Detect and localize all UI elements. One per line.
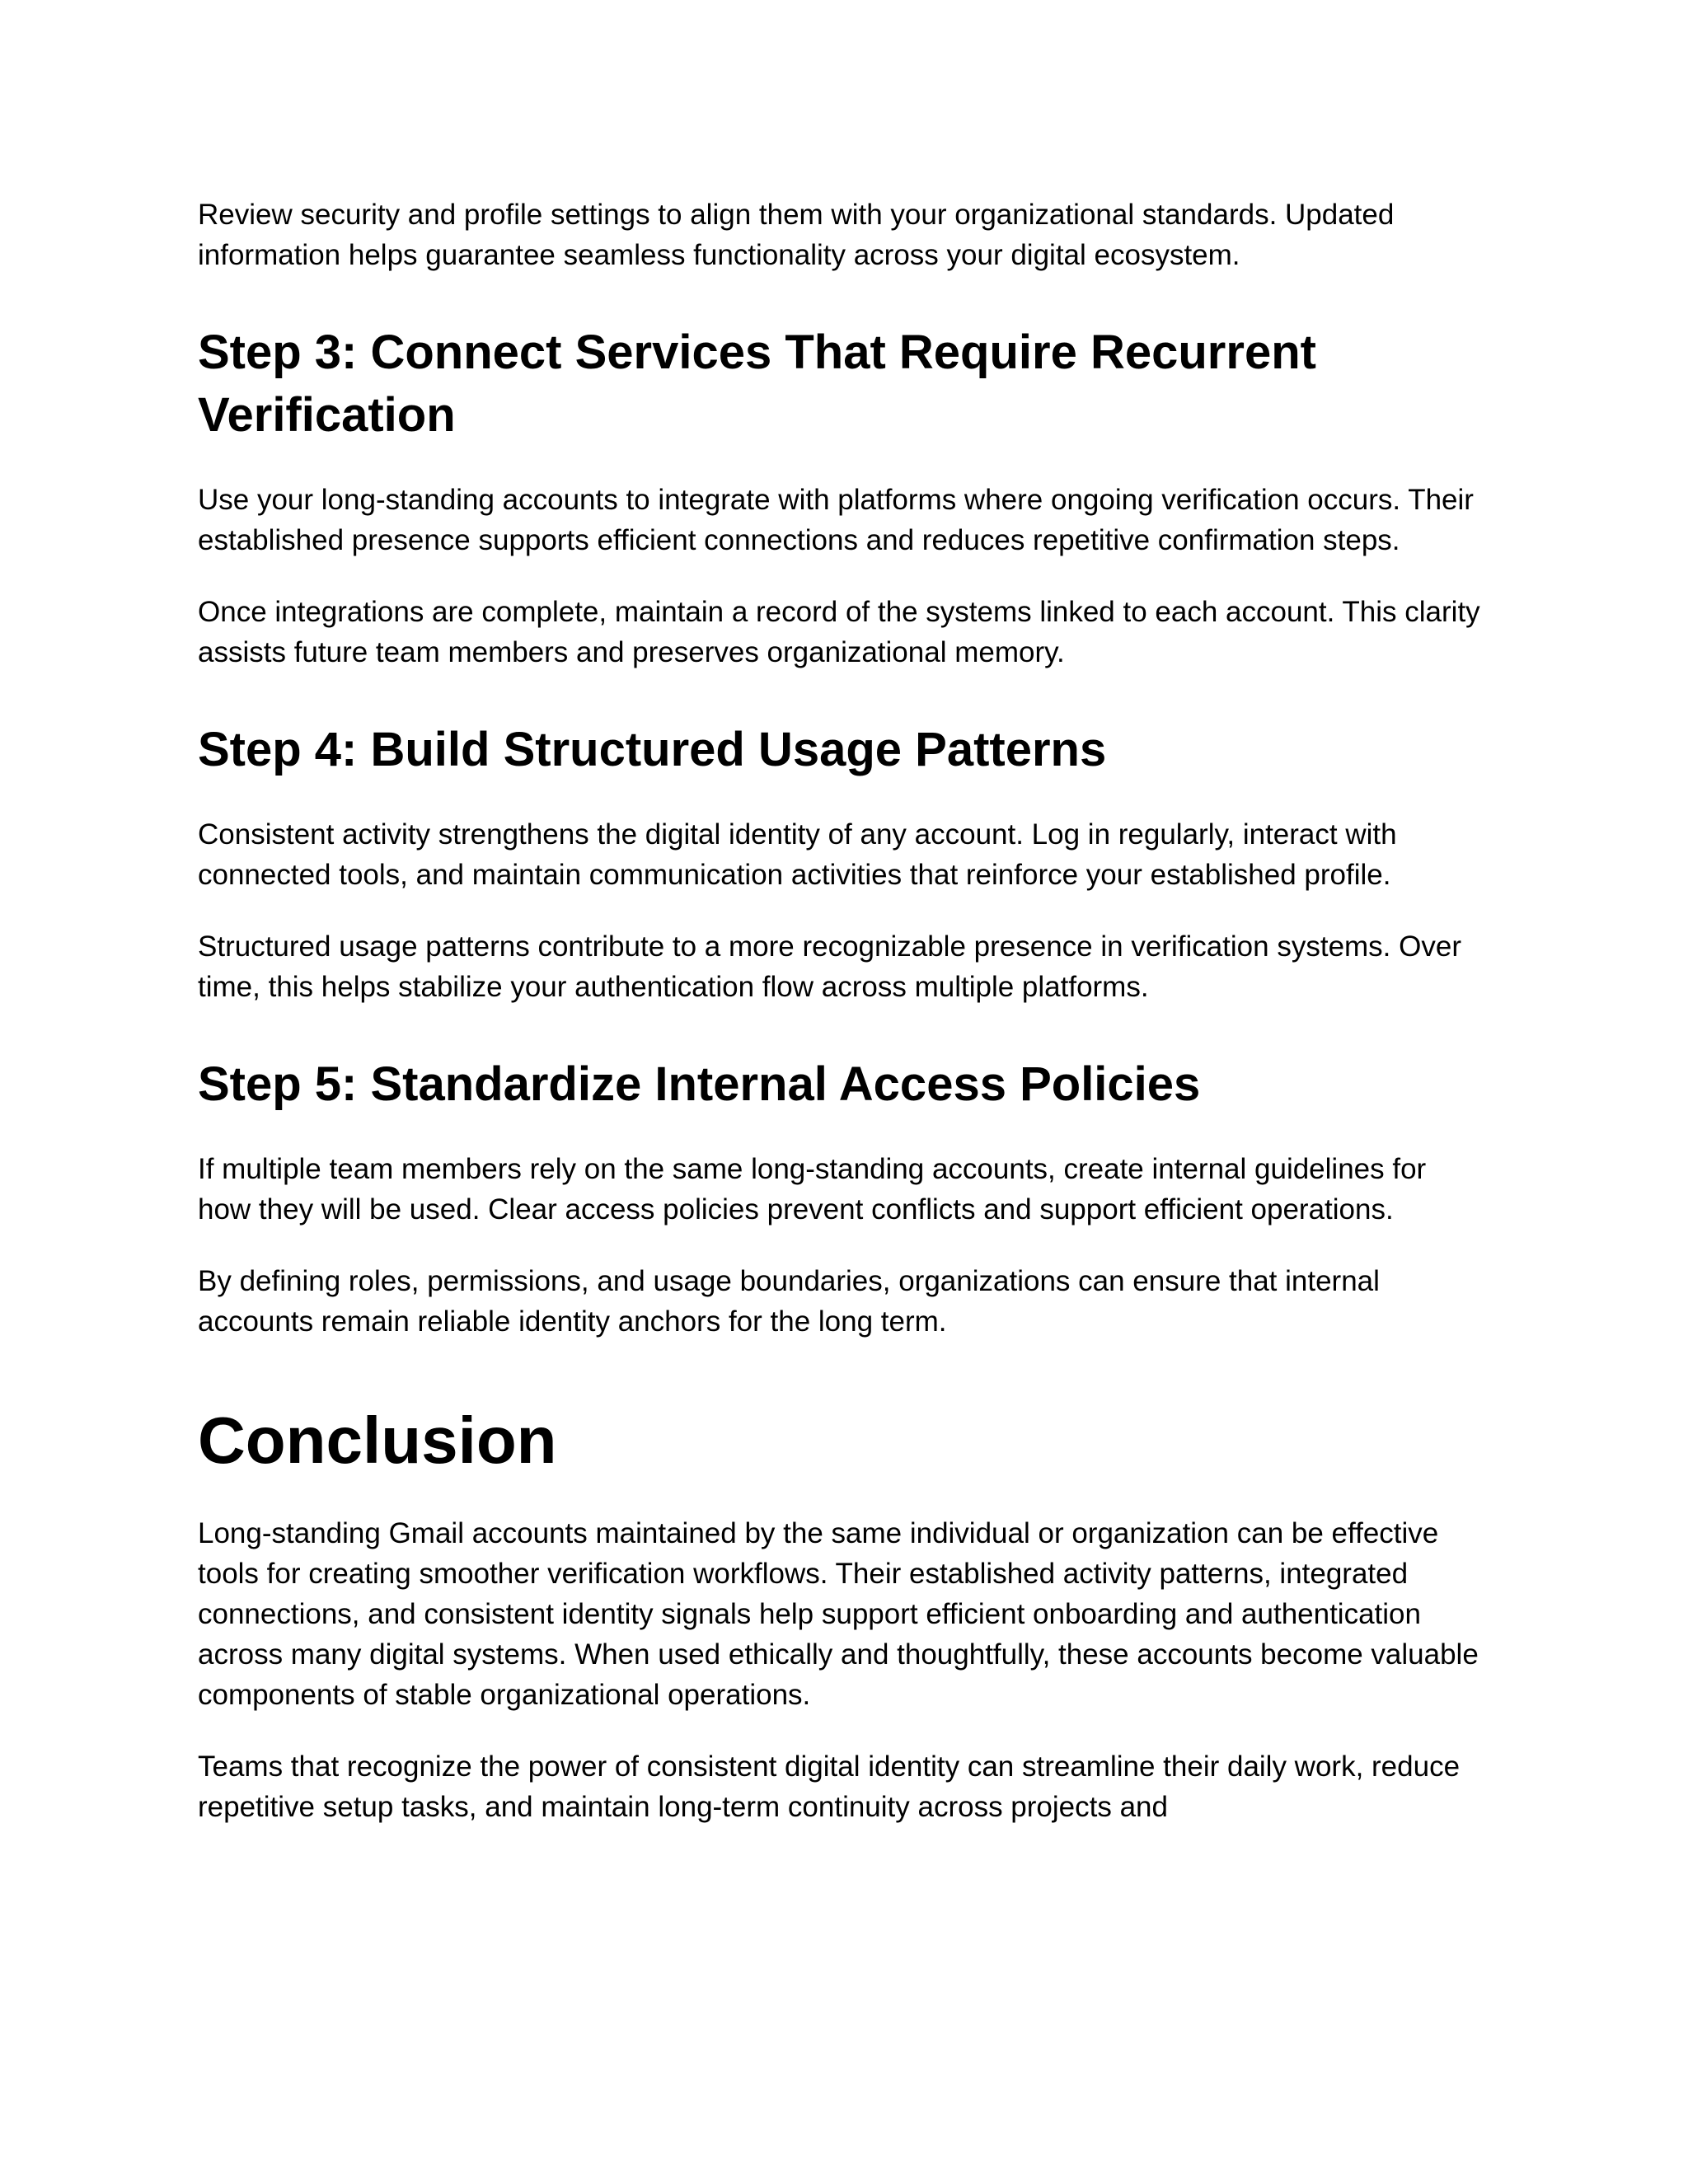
intro-paragraph: Review security and profile settings to align them with your organizational standards. Updated information helps guarantee seamless functionality across your digital ecosystem. bbox=[198, 199, 1395, 271]
conclusion-paragraph-1: Long-standing Gmail accounts maintained by the same individual or organization can be effective tools for creating smoother verification workflows. Their established activity patterns, integrated connections, and consistent identity signals help support efficient onboarding and authentication across many digital systems. When used ethically and thoughtfully, these accounts become valuable components of stable organizational operations. bbox=[198, 1517, 1479, 1711]
conclusion-paragraph-2: Teams that recognize the power of consistent digital identity can streamline their daily work, reduce repetitive setup tasks, and maintain long-term continuity across projects and bbox=[198, 1750, 1461, 1823]
conclusion-heading: Conclusion bbox=[198, 1404, 557, 1477]
step-5-paragraph-1: If multiple team members rely on the same long-standing accounts, create internal guidelines for how they will be used. Clear access policies prevent conflicts and support efficient operations. bbox=[198, 1153, 1427, 1226]
step-5-heading: Step 5: Standardize Internal Access Policies bbox=[198, 1057, 1201, 1111]
step-5-paragraph-2: By defining roles, permissions, and usage boundaries, organizations can ensure that internal accounts remain reliable identity anchors for the long term. bbox=[198, 1265, 1380, 1338]
step-3-paragraph-1: Use your long-standing accounts to integrate with platforms where ongoing verification occurs. Their established presence supports efficient connections and reduces repetitive confirmation steps. bbox=[198, 484, 1474, 556]
step-4-paragraph-2: Structured usage patterns contribute to a more recognizable presence in verification systems. Over time, this helps stabilize your authentication flow across multiple platforms. bbox=[198, 930, 1461, 1003]
step-4-heading: Step 4: Build Structured Usage Patterns bbox=[198, 723, 1107, 776]
step-4-paragraph-1: Consistent activity strengthens the digital identity of any account. Log in regularly, interact with connected tools, and maintain communication activities that reinforce your established profile. bbox=[198, 818, 1397, 891]
step-3-heading: Step 3: Connect Services That Require Recurrent Verification bbox=[198, 326, 1316, 442]
document-body bbox=[198, 194, 1484, 1827]
step-3-paragraph-2: Once integrations are complete, maintain a record of the systems linked to each account. This clarity assists future team members and preserves organizational memory. bbox=[198, 596, 1480, 668]
